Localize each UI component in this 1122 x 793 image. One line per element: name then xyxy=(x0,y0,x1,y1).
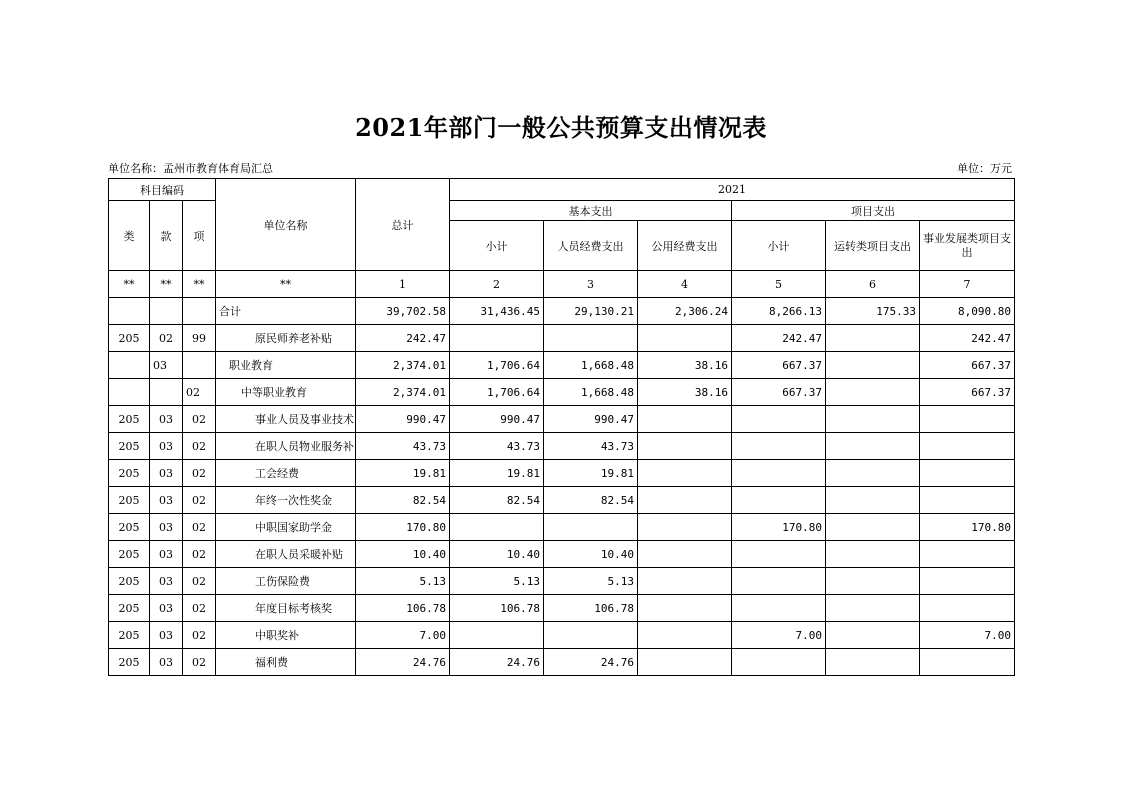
table-row xyxy=(109,595,1015,622)
cell-project-subtotal xyxy=(732,568,826,595)
cell-xiang: 02 xyxy=(183,487,216,514)
cell-kuan: 03 xyxy=(150,568,183,595)
cell-kuan: 03 xyxy=(150,406,183,433)
cell-project-subtotal xyxy=(732,460,826,487)
header-kuan: 款 xyxy=(150,201,183,271)
cell-total: 39,702.58 xyxy=(356,298,450,325)
table-row xyxy=(109,379,1015,406)
cell-personnel: 82.54 xyxy=(544,487,638,514)
cell-personnel: 1,668.48 xyxy=(544,379,638,406)
cell-public xyxy=(638,325,732,352)
cell-lei xyxy=(109,379,150,406)
cell-public xyxy=(638,622,732,649)
cell-unit-name: 职业教育 xyxy=(216,352,356,379)
cell-project-subtotal xyxy=(732,406,826,433)
cell-xiang: 02 xyxy=(183,406,216,433)
cell-basic-subtotal: 43.73 xyxy=(450,433,544,460)
cell-lei: 205 xyxy=(109,325,150,352)
cell-unit-name: 中等职业教育 xyxy=(216,379,356,406)
unit-name-label: 单位名称：孟州市教育体育局汇总 xyxy=(108,162,273,175)
cell-project-subtotal: 242.47 xyxy=(732,325,826,352)
cell-development xyxy=(920,406,1015,433)
cell-development: 170.80 xyxy=(920,514,1015,541)
index-cell: ** xyxy=(183,271,216,298)
cell-project-subtotal: 170.80 xyxy=(732,514,826,541)
cell-personnel: 19.81 xyxy=(544,460,638,487)
cell-xiang: 02 xyxy=(183,379,216,406)
cell-total: 242.47 xyxy=(356,325,450,352)
cell-personnel: 990.47 xyxy=(544,406,638,433)
cell-personnel xyxy=(544,325,638,352)
cell-xiang: 99 xyxy=(183,325,216,352)
cell-transfer xyxy=(826,406,920,433)
cell-xiang: 02 xyxy=(183,649,216,676)
cell-total: 7.00 xyxy=(356,622,450,649)
cell-basic-subtotal: 19.81 xyxy=(450,460,544,487)
cell-lei: 205 xyxy=(109,487,150,514)
header-basic-subtotal: 小计 xyxy=(450,221,544,271)
cell-total: 2,374.01 xyxy=(356,352,450,379)
cell-total: 106.78 xyxy=(356,595,450,622)
header-total: 总计 xyxy=(356,179,450,271)
header-transfer: 运转类项目支出 xyxy=(826,221,920,271)
cell-personnel: 1,668.48 xyxy=(544,352,638,379)
cell-xiang: 02 xyxy=(183,541,216,568)
index-cell: 4 xyxy=(638,271,732,298)
cell-basic-subtotal xyxy=(450,325,544,352)
cell-project-subtotal: 667.37 xyxy=(732,352,826,379)
cell-lei xyxy=(109,352,150,379)
cell-transfer xyxy=(826,568,920,595)
table-row xyxy=(109,460,1015,487)
index-cell: 2 xyxy=(450,271,544,298)
cell-basic-subtotal: 990.47 xyxy=(450,406,544,433)
cell-public xyxy=(638,487,732,514)
cell-total: 2,374.01 xyxy=(356,379,450,406)
index-cell: 3 xyxy=(544,271,638,298)
cell-personnel xyxy=(544,514,638,541)
cell-total: 43.73 xyxy=(356,433,450,460)
table-row xyxy=(109,325,1015,352)
cell-public: 2,306.24 xyxy=(638,298,732,325)
cell-kuan: 03 xyxy=(150,433,183,460)
cell-kuan xyxy=(150,298,183,325)
header-public: 公用经费支出 xyxy=(638,221,732,271)
cell-basic-subtotal xyxy=(450,514,544,541)
cell-project-subtotal xyxy=(732,487,826,514)
cell-project-subtotal xyxy=(732,433,826,460)
cell-basic-subtotal: 1,706.64 xyxy=(450,352,544,379)
cell-public xyxy=(638,406,732,433)
cell-unit-name: 合计 xyxy=(216,298,356,325)
cell-unit-name: 原民师养老补贴 xyxy=(216,325,356,352)
index-cell: 5 xyxy=(732,271,826,298)
cell-transfer xyxy=(826,649,920,676)
cell-personnel xyxy=(544,622,638,649)
table-row xyxy=(109,433,1015,460)
cell-development: 667.37 xyxy=(920,379,1015,406)
cell-public xyxy=(638,541,732,568)
cell-transfer xyxy=(826,595,920,622)
cell-kuan: 03 xyxy=(150,649,183,676)
cell-xiang xyxy=(183,298,216,325)
cell-unit-name: 在职人员采暖补贴 xyxy=(216,541,356,568)
header-unit-name: 单位名称 xyxy=(216,179,356,271)
cell-kuan: 03 xyxy=(150,622,183,649)
cell-lei: 205 xyxy=(109,514,150,541)
header-development: 事业发展类项目支出 xyxy=(920,221,1015,271)
header-basic: 基本支出 xyxy=(450,201,732,221)
cell-basic-subtotal: 10.40 xyxy=(450,541,544,568)
cell-unit-name: 工伤保险费 xyxy=(216,568,356,595)
cell-lei: 205 xyxy=(109,595,150,622)
index-row xyxy=(109,271,1015,298)
index-cell: 6 xyxy=(826,271,920,298)
cell-project-subtotal xyxy=(732,541,826,568)
cell-basic-subtotal: 106.78 xyxy=(450,595,544,622)
cell-development xyxy=(920,649,1015,676)
cell-development: 242.47 xyxy=(920,325,1015,352)
cell-unit-name: 年度目标考核奖 xyxy=(216,595,356,622)
cell-project-subtotal: 667.37 xyxy=(732,379,826,406)
cell-personnel: 24.76 xyxy=(544,649,638,676)
table-row xyxy=(109,352,1015,379)
cell-transfer xyxy=(826,433,920,460)
cell-unit-name: 工会经费 xyxy=(216,460,356,487)
cell-transfer: 175.33 xyxy=(826,298,920,325)
cell-project-subtotal: 7.00 xyxy=(732,622,826,649)
cell-development xyxy=(920,568,1015,595)
cell-transfer xyxy=(826,325,920,352)
index-cell: ** xyxy=(150,271,183,298)
header-project: 项目支出 xyxy=(732,201,1015,221)
cell-transfer xyxy=(826,379,920,406)
cell-lei: 205 xyxy=(109,406,150,433)
table-row xyxy=(109,298,1015,325)
cell-public: 38.16 xyxy=(638,352,732,379)
table-row xyxy=(109,487,1015,514)
cell-public xyxy=(638,595,732,622)
cell-total: 19.81 xyxy=(356,460,450,487)
cell-basic-subtotal: 31,436.45 xyxy=(450,298,544,325)
cell-basic-subtotal xyxy=(450,622,544,649)
cell-public xyxy=(638,433,732,460)
cell-development xyxy=(920,541,1015,568)
table-row xyxy=(109,622,1015,649)
cell-development xyxy=(920,433,1015,460)
cell-transfer xyxy=(826,487,920,514)
cell-lei: 205 xyxy=(109,568,150,595)
cell-development xyxy=(920,595,1015,622)
page-title: 2021年部门一般公共预算支出情况表 xyxy=(355,113,767,142)
cell-kuan: 03 xyxy=(150,460,183,487)
cell-transfer xyxy=(826,514,920,541)
cell-development xyxy=(920,487,1015,514)
index-cell: 7 xyxy=(920,271,1015,298)
cell-kuan: 03 xyxy=(150,541,183,568)
cell-basic-subtotal: 82.54 xyxy=(450,487,544,514)
cell-lei: 205 xyxy=(109,622,150,649)
cell-lei: 205 xyxy=(109,541,150,568)
cell-kuan: 03 xyxy=(150,352,183,379)
cell-total: 990.47 xyxy=(356,406,450,433)
table-row xyxy=(109,568,1015,595)
cell-lei: 205 xyxy=(109,649,150,676)
cell-kuan: 03 xyxy=(150,514,183,541)
cell-total: 10.40 xyxy=(356,541,450,568)
cell-total: 170.80 xyxy=(356,514,450,541)
table-row xyxy=(109,541,1015,568)
cell-lei: 205 xyxy=(109,433,150,460)
cell-public xyxy=(638,649,732,676)
cell-basic-subtotal: 5.13 xyxy=(450,568,544,595)
cell-unit-name: 中职国家助学金 xyxy=(216,514,356,541)
cell-development: 7.00 xyxy=(920,622,1015,649)
cell-transfer xyxy=(826,541,920,568)
cell-kuan: 03 xyxy=(150,487,183,514)
table-row xyxy=(109,514,1015,541)
cell-public xyxy=(638,460,732,487)
cell-kuan: 02 xyxy=(150,325,183,352)
cell-kuan xyxy=(150,379,183,406)
cell-xiang: 02 xyxy=(183,433,216,460)
cell-project-subtotal xyxy=(732,649,826,676)
table-row xyxy=(109,406,1015,433)
cell-public xyxy=(638,568,732,595)
cell-unit-name: 福利费 xyxy=(216,649,356,676)
cell-public xyxy=(638,514,732,541)
header-personnel: 人员经费支出 xyxy=(544,221,638,271)
cell-xiang xyxy=(183,352,216,379)
cell-personnel: 10.40 xyxy=(544,541,638,568)
cell-transfer xyxy=(826,622,920,649)
cell-lei xyxy=(109,298,150,325)
cell-unit-name: 年终一次性奖金 xyxy=(216,487,356,514)
cell-xiang: 02 xyxy=(183,568,216,595)
header-xiang: 项 xyxy=(183,201,216,271)
cell-xiang: 02 xyxy=(183,622,216,649)
table-row xyxy=(109,649,1015,676)
cell-personnel: 5.13 xyxy=(544,568,638,595)
cell-personnel: 29,130.21 xyxy=(544,298,638,325)
cell-xiang: 02 xyxy=(183,460,216,487)
cell-basic-subtotal: 24.76 xyxy=(450,649,544,676)
cell-kuan: 03 xyxy=(150,595,183,622)
header-lei: 类 xyxy=(109,201,150,271)
cell-unit-name: 在职人员物业服务补 xyxy=(216,433,356,460)
cell-total: 5.13 xyxy=(356,568,450,595)
cell-public: 38.16 xyxy=(638,379,732,406)
index-cell: ** xyxy=(109,271,150,298)
cell-transfer xyxy=(826,352,920,379)
cell-project-subtotal: 8,266.13 xyxy=(732,298,826,325)
cell-development: 667.37 xyxy=(920,352,1015,379)
cell-unit-name: 中职奖补 xyxy=(216,622,356,649)
cell-personnel: 43.73 xyxy=(544,433,638,460)
cell-personnel: 106.78 xyxy=(544,595,638,622)
index-cell: 1 xyxy=(356,271,450,298)
cell-development xyxy=(920,460,1015,487)
header-project-subtotal: 小计 xyxy=(732,221,826,271)
header-subject-code: 科目编码 xyxy=(109,179,216,201)
unit-label: 单位：万元 xyxy=(957,162,1012,175)
cell-basic-subtotal: 1,706.64 xyxy=(450,379,544,406)
cell-xiang: 02 xyxy=(183,595,216,622)
cell-total: 82.54 xyxy=(356,487,450,514)
cell-total: 24.76 xyxy=(356,649,450,676)
cell-project-subtotal xyxy=(732,595,826,622)
header-year: 2021 xyxy=(450,179,1015,201)
cell-development: 8,090.80 xyxy=(920,298,1015,325)
cell-lei: 205 xyxy=(109,460,150,487)
cell-unit-name: 事业人员及事业技术 xyxy=(216,406,356,433)
cell-transfer xyxy=(826,460,920,487)
budget-table xyxy=(108,178,1015,676)
cell-xiang: 02 xyxy=(183,514,216,541)
index-cell: ** xyxy=(216,271,356,298)
